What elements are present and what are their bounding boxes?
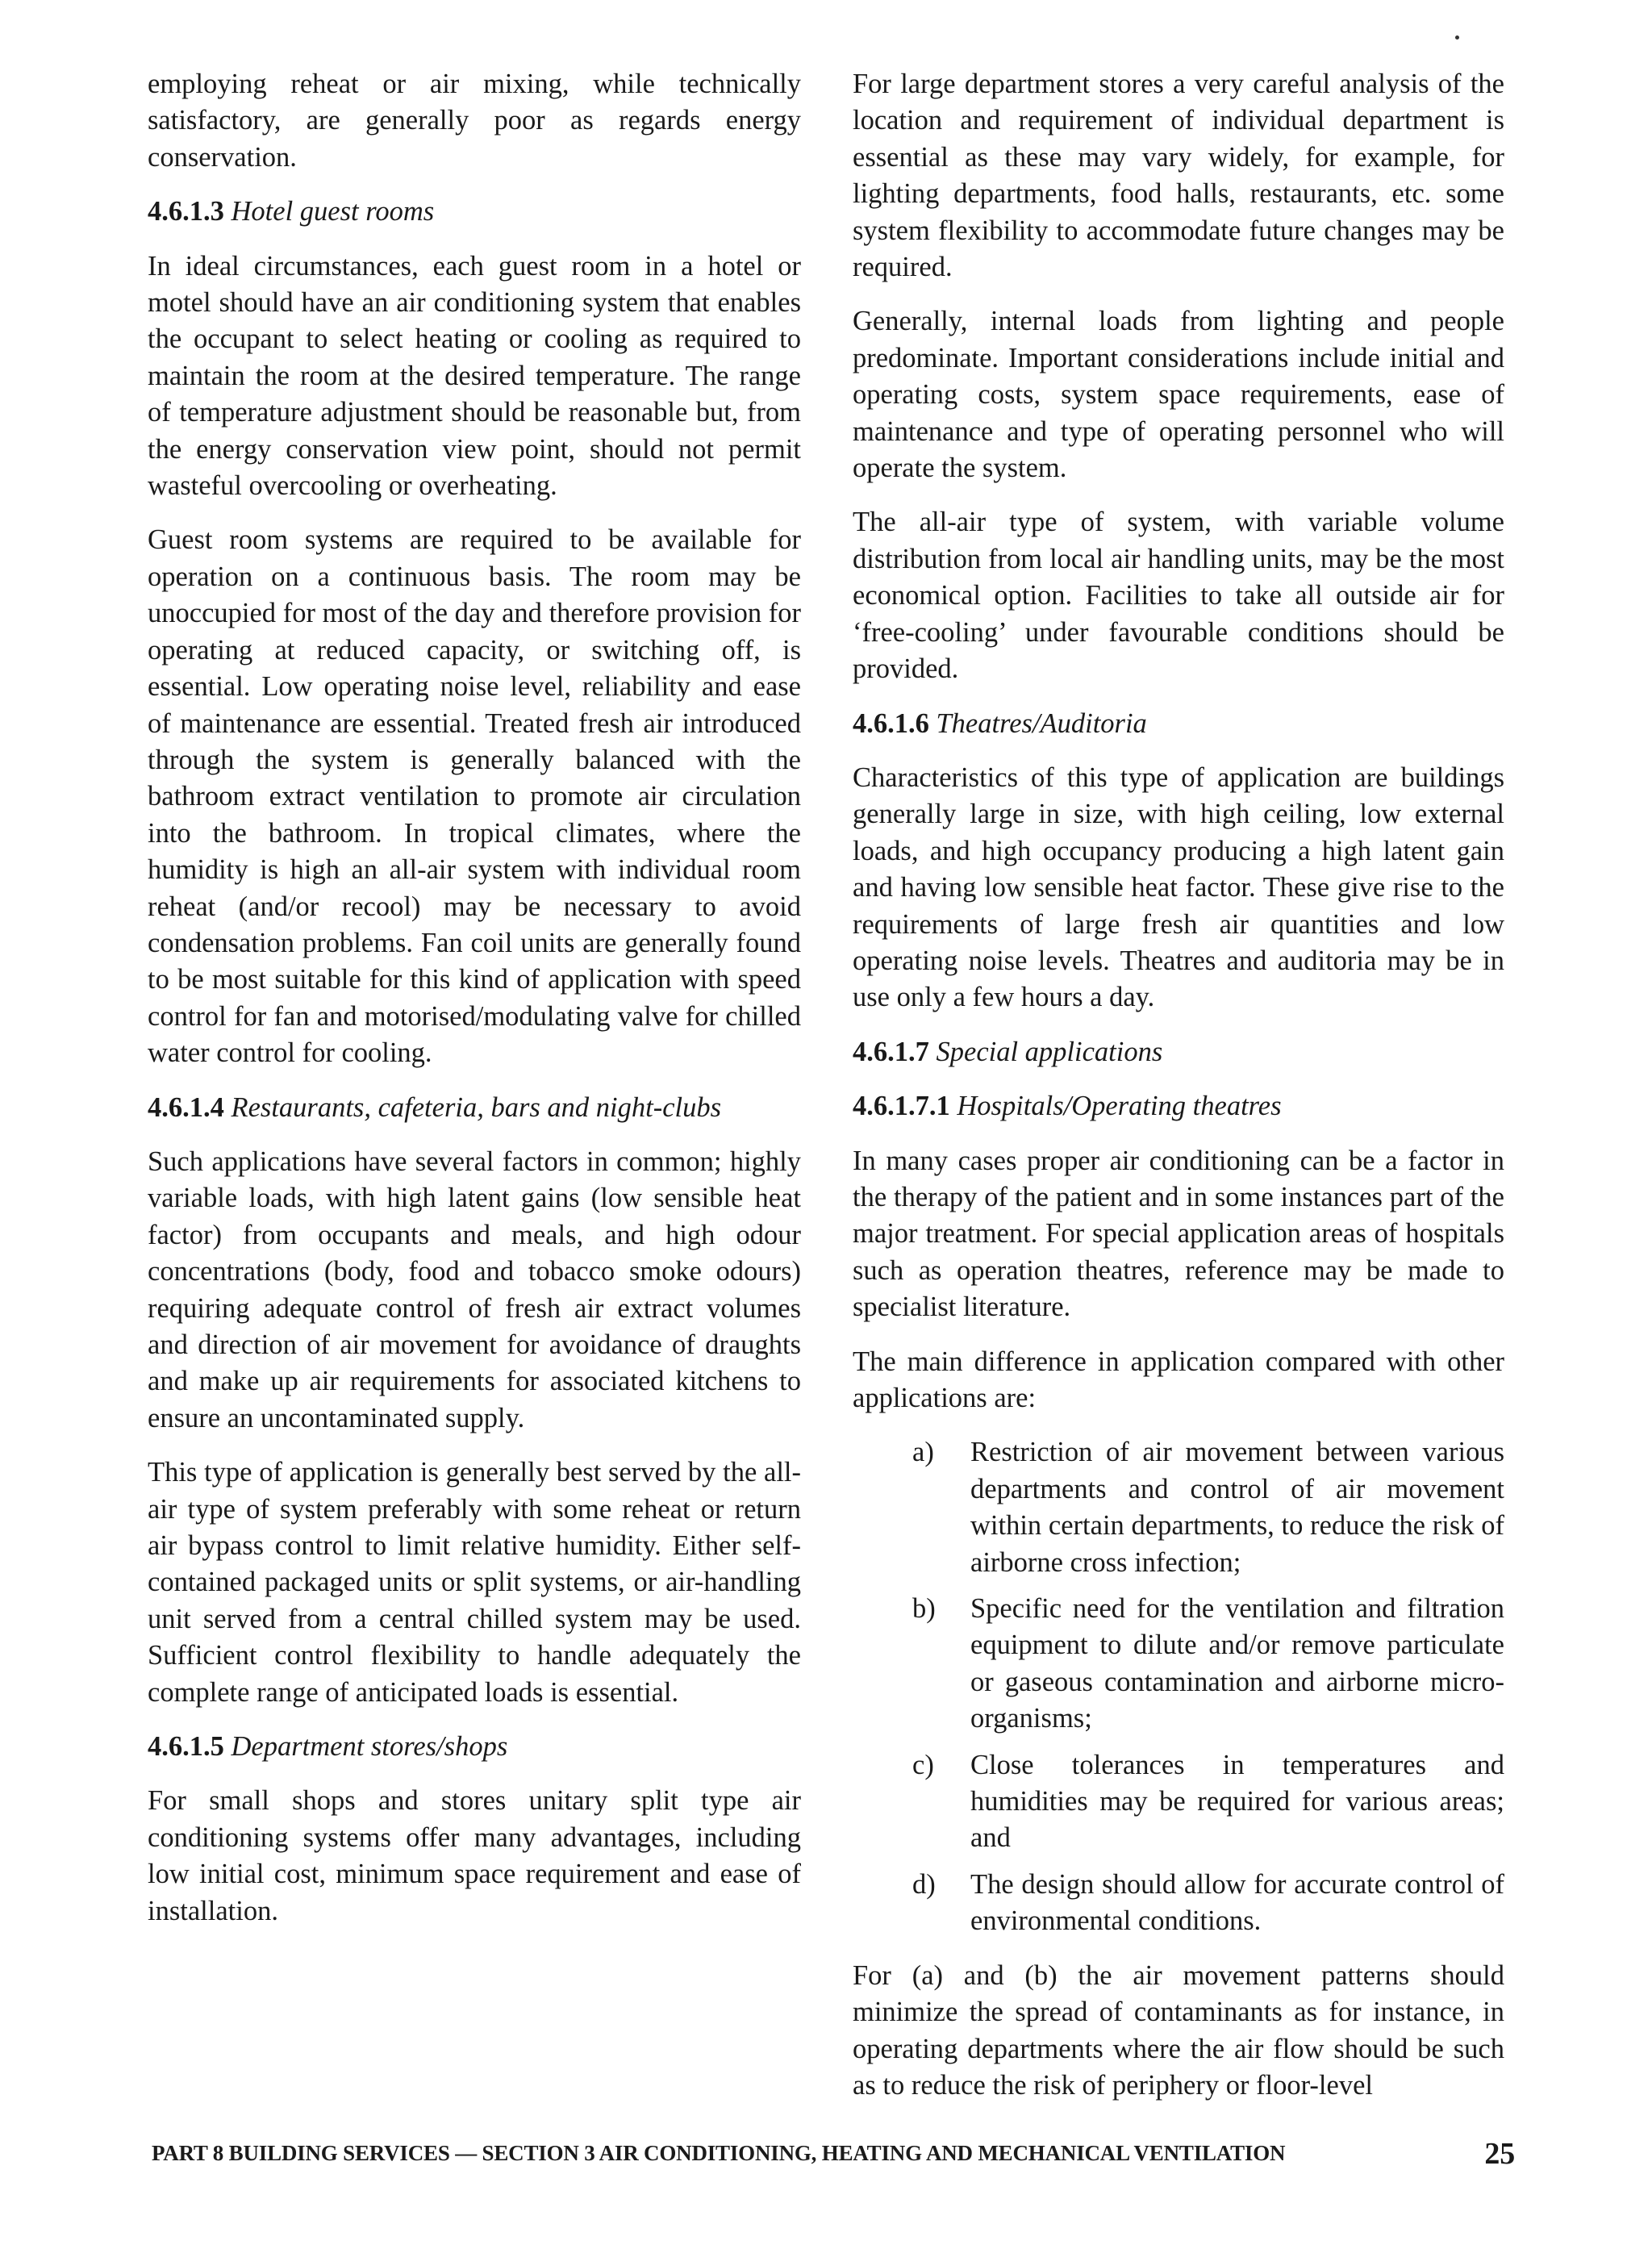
running-footer-title: PART 8 BUILDING SERVICES — SECTION 3 AIR CONDITIONING, HEATING AND MECHANICAL VENTILATION [152, 2141, 1286, 2165]
section-title: Restaurants, cafeteria, bars and night-clubs [231, 1091, 722, 1123]
section-number: 4.6.1.4 [148, 1091, 224, 1123]
section-heading-4-6-1-6 [853, 706, 1504, 742]
list-marker: a) [912, 1437, 934, 1468]
list-item [853, 1591, 1504, 1738]
section-heading-4-6-1-3 [148, 194, 801, 230]
list-marker: b) [912, 1593, 936, 1625]
list-item [853, 1434, 1504, 1581]
scan-speck [1455, 35, 1459, 40]
section-heading-4-6-1-4 [148, 1090, 801, 1126]
list-item [853, 1747, 1504, 1857]
page-number: 25 [1484, 2137, 1515, 2171]
list-item-text: Specific need for the ventilation and filtration equipment to dilute and/or remove particulate or gaseous contamination and airborne micro-organisms; [970, 1593, 1504, 1734]
section-heading-4-6-1-7 [853, 1034, 1504, 1070]
list-item [853, 1867, 1504, 1940]
section-heading-4-6-1-7-1 [853, 1088, 1504, 1125]
section-number: 4.6.1.6 [853, 707, 929, 739]
paragraph: Generally, internal loads from lighting and people predominate. Important considerations include initial and operating costs, system space requirements, ease of maintenance and type of operating personnel who will operate the system. [853, 306, 1504, 484]
left-column [148, 66, 801, 1947]
paragraph: Characteristics of this type of application are buildings generally large in size, with high ceiling, low external loads, and high occupancy producing a high latent gain and having low sensible heat factor. These give rise to the requirements of large fresh air quantities and low operating noise levels. Theatres and auditoria may be in use only a few hours a day. [853, 762, 1504, 1013]
paragraph: For (a) and (b) the air movement patterns should minimize the spread of contaminants as for instance, in operating departments where the air flow should be such as to reduce the risk of periphery or floor-level [853, 1959, 1504, 2101]
paragraph: In many cases proper air conditioning can be a factor in the therapy of the patient and in some instances part of the major treatment. For special application areas of hospitals such as operation theatres, reference may be made to specialist literature. [853, 1145, 1504, 1323]
paragraph: Guest room systems are required to be available for operation on a continuous basis. The room may be unoccupied for most of the day and therefore provision for operating at reduced capacity, or switching off, is essential. Low operating noise level, reliability and ease of maintenance are essential. Treated fresh air introduced through the system is generally balanced with the bathroom extract ventilation to promote air circulation into the bathroom. In tropical climates, where the humidity is high an all-air system with individual room reheat (and/or recool) may be necessary to avoid condensation problems. Fan coil units are generally found to be most suitable for this kind of application with speed control for fan and motorised/modulating valve for chilled water control for cooling. [148, 524, 801, 1069]
list-item-text: The design should allow for accurate control of environmental conditions. [970, 1868, 1504, 1937]
requirements-list [853, 1434, 1504, 1939]
section-title: Special applications [936, 1036, 1163, 1067]
paragraph: employing reheat or air mixing, while technically satisfactory, are generally poor as regards energy conservation. [148, 69, 801, 173]
section-number: 4.6.1.3 [148, 196, 224, 227]
section-number: 4.6.1.5 [148, 1731, 224, 1763]
section-heading-4-6-1-5 [148, 1729, 801, 1765]
section-title: Hotel guest rooms [231, 196, 435, 227]
section-title: Theatres/Auditoria [936, 707, 1147, 739]
right-column [853, 66, 1504, 2122]
paragraph: For large department stores a very careful analysis of the location and requirement of individual department is essential as these may vary widely, for example, for lighting departments, food halls, restaurants, etc. some system flexibility to accommodate future changes may be required. [853, 69, 1504, 283]
paragraph: The main difference in application compared with other applications are: [853, 1346, 1504, 1413]
paragraph: The all-air type of system, with variable volume distribution from local air handling units, may be the most economical option. Facilities to take all outside air for ‘free-cooling’ under favourable conditions should be provided. [853, 507, 1504, 685]
section-title: Department stores/shops [231, 1731, 508, 1763]
list-marker: d) [912, 1868, 936, 1900]
paragraph: Such applications have several factors in common; highly variable loads, with high latent gains (low sensible heat factor) from occupants and meals, and high odour concentrations (body, food and tobacco smoke odours) requiring adequate control of fresh air extract volumes and direction of air movement for avoidance of draughts and make up air requirements for associated kitchens to ensure an uncontaminated supply. [148, 1145, 801, 1433]
paragraph: For small shops and stores unitary split type air conditioning systems offer many advantages, including low initial cost, minimum space requirement and ease of installation. [148, 1785, 801, 1926]
section-number: 4.6.1.7 [853, 1036, 929, 1067]
section-title: Hospitals/Operating theatres [957, 1091, 1282, 1122]
paragraph: This type of application is generally best served by the all-air type of system preferably with some reheat or return air bypass control to limit relative humidity. Either self-contained packaged units or split systems, or air-handling unit served from a central chilled system may be used. Sufficient control flexibility to handle adequately the complete range of anticipated loads is essential. [148, 1457, 801, 1708]
section-number: 4.6.1.7.1 [853, 1091, 950, 1122]
list-marker: c) [912, 1749, 934, 1780]
list-item-text: Restriction of air movement between various departments and control of air movement within certain departments, to reduce the risk of airborne cross infection; [970, 1437, 1504, 1578]
paragraph: In ideal circumstances, each guest room in a hotel or motel should have an air conditioning system that enables the occupant to select heating or cooling as required to maintain the room at the desired temperature. The range of temperature adjustment should be reasonable but, from the energy conservation view point, should not permit wasteful overcooling or overheating. [148, 250, 801, 502]
list-item-text: Close tolerances in temperatures and humidities may be required for various areas; and [970, 1749, 1504, 1854]
